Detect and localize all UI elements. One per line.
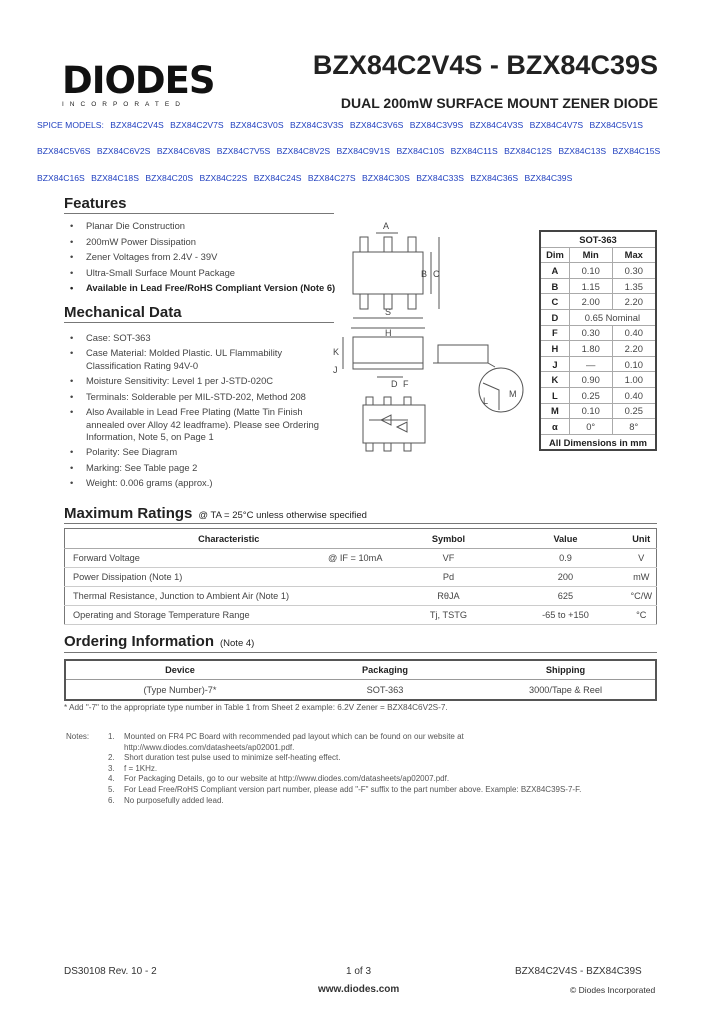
ord-device-cell: (Type Number)-7*: [143, 684, 217, 695]
mr-unit-cell: V: [626, 549, 656, 568]
ord-shipping-cell: 3000/Tape & Reel: [528, 684, 603, 695]
spice-model-link[interactable]: BZX84C10S: [396, 146, 445, 156]
table-row: [540, 294, 656, 310]
spice-model-link[interactable]: BZX84C36S: [470, 173, 519, 183]
min-cell: 0.25: [569, 387, 612, 403]
spice-model-link[interactable]: BZX84C5V6S: [37, 146, 91, 156]
spice-model-link[interactable]: BZX84C30S: [362, 173, 410, 183]
note-item: Mounted on FR4 PC Board with recommended pad layout which can be found on our website at http://www.diodes.com/datasheets/ap02001.pdf.: [124, 732, 464, 752]
footer-copyright: © Diodes Incorporated: [570, 985, 656, 995]
spice-model-link[interactable]: BZX84C13S: [558, 146, 607, 156]
spice-model-link[interactable]: BZX84C39S: [524, 173, 573, 183]
table-row: [540, 309, 656, 325]
mech-item: • Also Available in Lead Free Plating (Matte Tin Finish annealed over Alloy 42 leadframe). Please see Ordering Information, Note 5, on Page 1: [64, 406, 329, 444]
table-row: [540, 387, 656, 403]
dim-table-title: SOT-363: [540, 231, 656, 247]
spice-model-link[interactable]: BZX84C12S: [504, 146, 552, 156]
spice-model-link[interactable]: BZX84C15S: [612, 146, 661, 156]
spice-model-link[interactable]: BZX84C3V0S: [230, 120, 284, 130]
mech-rule: [64, 322, 334, 323]
max-cell: 0.40: [612, 387, 656, 403]
ord-col-header: Device: [65, 660, 294, 680]
min-cell: 0.10: [569, 403, 612, 419]
mr-unit-cell: mW: [626, 568, 656, 587]
mr-cond-cell: @ IF = 10mA: [241, 549, 392, 568]
feature-item: • 200mW Power Dissipation: [64, 234, 354, 250]
footer-part: BZX84C2V4S - BZX84C39S: [515, 966, 642, 977]
mech-item: • Weight: 0.006 grams (approx.): [64, 477, 329, 490]
pinout-diagram: [363, 405, 425, 443]
feature-item: • Available in Lead Free/RoHS Compliant Version (Note 6): [64, 280, 354, 296]
mech-item: • Polarity: See Diagram: [64, 446, 329, 459]
logo-text: DIODES: [62, 59, 215, 102]
dimension-table: [539, 230, 657, 451]
mr-sym-cell: Tj, TSTG: [392, 606, 504, 625]
min-cell: 0.10: [569, 263, 612, 279]
mr-col-header: Value: [504, 529, 626, 549]
feature-item: • Zener Voltages from 2.4V - 39V: [64, 249, 354, 265]
dim-label-s: S: [385, 307, 392, 317]
min-cell: 2.00: [569, 294, 612, 310]
dim-label-l: L: [483, 396, 489, 406]
company-logo: [62, 59, 215, 108]
ord-col-header: Packaging: [294, 660, 476, 680]
mr-col-header: Symbol: [392, 529, 504, 549]
mech-item: • Case: SOT-363: [64, 332, 329, 345]
dim-col-header: Max: [612, 247, 656, 263]
features-title: Features: [64, 195, 127, 212]
mr-val-cell: 200: [504, 568, 626, 587]
mr-sym-cell: VF: [392, 549, 504, 568]
mr-val-cell: 625: [504, 587, 626, 606]
spice-model-link[interactable]: BZX84C18S: [91, 173, 139, 183]
package-side-view: [353, 337, 423, 369]
dim-cell: J: [540, 356, 569, 372]
ord-col-header: Shipping: [476, 660, 656, 680]
spice-model-link[interactable]: BZX84C2V4S: [110, 120, 164, 130]
dim-label-c: C: [433, 269, 440, 279]
dim-cell: C: [540, 294, 569, 310]
dim-label-d: D: [391, 379, 398, 389]
spice-row-3: [37, 173, 576, 183]
note-item: For Packaging Details, go to our website at http://www.diodes.com/datasheets/ap02007.pdf.: [124, 774, 450, 784]
table-row: [540, 263, 656, 279]
dim-table-footer: All Dimensions in mm: [540, 434, 656, 450]
ordering-title: Ordering Information: [64, 633, 214, 650]
spice-model-link[interactable]: BZX84C27S: [307, 173, 356, 183]
footer-doc-number: DS30108 Rev. 10 - 2: [64, 966, 157, 977]
spice-model-link[interactable]: BZX84C3V6S: [349, 120, 404, 130]
features-list: [64, 218, 354, 296]
dim-cell: F: [540, 325, 569, 341]
nominal-cell: 0.65 Nominal: [569, 309, 656, 325]
max-ratings-table: [64, 528, 657, 625]
mr-sym-cell: Pd: [392, 568, 504, 587]
min-cell: 1.80: [569, 341, 612, 357]
feature-item: • Planar Die Construction: [64, 218, 354, 234]
notes-block: Notes: 1. Mounted on FR4 PC Board with recommended pad layout which can be found on our website at http://www.diodes.com/datasheets/ap02001.pdf. 2. Short duration test pulse used to minimize self-heating effect. 3. f = 1KHz. 4. For Packaging Details, go to our website at http://www.diodes.com/datasheets/ap02007.pdf. 5. For Lead Free/RoHS Compliant version part number, please add "-F" suffix to the part number above. Example: BZX84C39S-7-F. 6. No purposefully added lead.: [66, 732, 582, 805]
mech-list: [64, 332, 329, 493]
dim-cell: A: [540, 263, 569, 279]
max-cell: 0.25: [612, 403, 656, 419]
spice-model-link[interactable]: BZX84C6V2S: [96, 146, 151, 156]
spice-model-link[interactable]: BZX84C11S: [450, 146, 498, 156]
product-subtitle: DUAL 200mW SURFACE MOUNT ZENER DIODE: [340, 95, 658, 111]
note-item: For Lead Free/RoHS Compliant version part number, please add "-F" suffix to the part number above. Example: BZX84C39S-7-F.: [124, 784, 582, 794]
spice-model-link[interactable]: BZX84C2V7S: [170, 120, 224, 130]
ordering-table: [64, 659, 657, 701]
dim-cell: D: [540, 309, 569, 325]
min-cell: 1.15: [569, 278, 612, 294]
max-ratings-rule: [64, 523, 657, 524]
dim-col-header: Dim: [540, 247, 569, 263]
note-item: No purposefully added lead.: [124, 795, 224, 805]
min-cell: —: [569, 356, 612, 372]
mr-char-cell: Forward Voltage: [65, 549, 242, 568]
mr-col-header: Characteristic: [65, 529, 393, 549]
dim-label-m: M: [509, 389, 517, 399]
mr-unit-cell: °C/W: [626, 587, 656, 606]
mech-item: • Moisture Sensitivity: Level 1 per J-STD-020C: [64, 375, 329, 388]
spice-model-link[interactable]: BZX84C6V8S: [156, 146, 211, 156]
note-item: Short duration test pulse used to minimize self-heating effect.: [124, 753, 341, 763]
mr-char-cell: Operating and Storage Temperature Range: [65, 606, 393, 625]
spice-model-link[interactable]: BZX84C3V9S: [409, 120, 464, 130]
spice-model-link[interactable]: BZX84C7V5S: [216, 146, 271, 156]
spice-model-link[interactable]: BZX84C8V2S: [276, 146, 331, 156]
table-row: [540, 278, 656, 294]
spice-model-link[interactable]: BZX84C16S: [37, 173, 85, 183]
spice-row-1: [37, 120, 647, 130]
dim-cell: B: [540, 278, 569, 294]
min-cell: 0°: [569, 419, 612, 435]
footer-page: 1 of 3: [346, 966, 372, 977]
max-cell: 2.20: [612, 341, 656, 357]
spice-model-link[interactable]: BZX84C4V3S: [469, 120, 524, 130]
table-row: [540, 372, 656, 388]
ord-packaging-cell: SOT-363: [366, 684, 404, 695]
dim-cell: K: [540, 372, 569, 388]
max-cell: 0.40: [612, 325, 656, 341]
notes-label: Notes:: [66, 732, 90, 741]
dim-cell: α: [540, 419, 569, 435]
dim-label-b: B: [421, 269, 428, 279]
spice-model-link[interactable]: BZX84C20S: [145, 173, 194, 183]
ordering-footnote: * Add "-7" to the appropriate type number in Table 1 from Sheet 2 example: 6.2V Zener = BZX84C6V2S-7.: [64, 703, 448, 712]
table-row: [65, 549, 657, 568]
spice-model-link[interactable]: BZX84C4V7S: [529, 120, 584, 130]
feature-item: • Ultra-Small Surface Mount Package: [64, 265, 354, 281]
footer-url[interactable]: www.diodes.com: [318, 984, 400, 995]
mr-char-cell: Power Dissipation (Note 1): [65, 568, 393, 587]
mr-val-cell: 0.9: [504, 549, 626, 568]
mr-val-cell: -65 to +150: [504, 606, 626, 625]
mech-item: • Marking: See Table page 2: [64, 462, 329, 475]
package-diagram: [333, 215, 533, 475]
max-cell: 1.00: [612, 372, 656, 388]
dim-cell: H: [540, 341, 569, 357]
table-row: [65, 680, 656, 701]
max-cell: 0.10: [612, 356, 656, 372]
mr-char-cell: Thermal Resistance, Junction to Ambient Air (Note 1): [65, 587, 393, 606]
spice-model-link[interactable]: BZX84C24S: [253, 173, 302, 183]
mech-item: • Terminals: Solderable per MIL-STD-202, Method 208: [64, 391, 329, 404]
dim-label-j: J: [333, 365, 338, 375]
dim-label-k: K: [333, 347, 340, 357]
spice-model-link[interactable]: BZX84C5V1S: [589, 120, 644, 130]
part-range-title: BZX84C2V4S - BZX84C39S: [312, 50, 658, 80]
mr-col-header: Unit: [626, 529, 656, 549]
max-ratings-heading: [64, 505, 367, 522]
spice-model-link[interactable]: BZX84C33S: [416, 173, 464, 183]
note-item: f = 1KHz.: [124, 763, 158, 773]
table-row: [65, 606, 657, 625]
spice-model-link[interactable]: BZX84C3V3S: [289, 120, 344, 130]
table-row: [540, 325, 656, 341]
spice-model-link[interactable]: BZX84C22S: [199, 173, 248, 183]
dim-label-h: H: [385, 328, 392, 338]
min-cell: 0.30: [569, 325, 612, 341]
ordering-note: (Note 4): [220, 638, 255, 649]
table-row: [65, 568, 657, 587]
table-row: [540, 356, 656, 372]
ordering-rule: [64, 652, 657, 653]
mech-item: • Case Material: Molded Plastic. UL Flammability Classification Rating 94V-0: [64, 347, 329, 372]
spice-row-2: [37, 146, 664, 156]
max-ratings-title: Maximum Ratings: [64, 505, 193, 522]
package-top-view: [353, 252, 423, 294]
ordering-heading: [64, 633, 254, 650]
table-row: [65, 587, 657, 606]
dim-label-a: A: [383, 221, 390, 231]
max-cell: 2.20: [612, 294, 656, 310]
spice-label: SPICE MODELS:: [37, 120, 104, 130]
dim-col-header: Min: [569, 247, 612, 263]
dim-label-f: F: [403, 379, 409, 389]
mr-sym-cell: RθJA: [392, 587, 504, 606]
spice-model-link[interactable]: BZX84C9V1S: [336, 146, 391, 156]
table-row: [540, 419, 656, 435]
max-cell: 1.35: [612, 278, 656, 294]
mech-title: Mechanical Data: [64, 304, 182, 321]
max-ratings-condition: @ TA = 25°C unless otherwise specified: [198, 510, 367, 521]
table-row: [540, 341, 656, 357]
max-cell: 0.30: [612, 263, 656, 279]
table-row: [540, 403, 656, 419]
features-rule: [64, 213, 334, 214]
dim-cell: M: [540, 403, 569, 419]
mr-unit-cell: °C: [626, 606, 656, 625]
min-cell: 0.90: [569, 372, 612, 388]
max-cell: 8°: [612, 419, 656, 435]
logo-subtext: INCORPORATED: [62, 101, 186, 108]
dim-cell: L: [540, 387, 569, 403]
